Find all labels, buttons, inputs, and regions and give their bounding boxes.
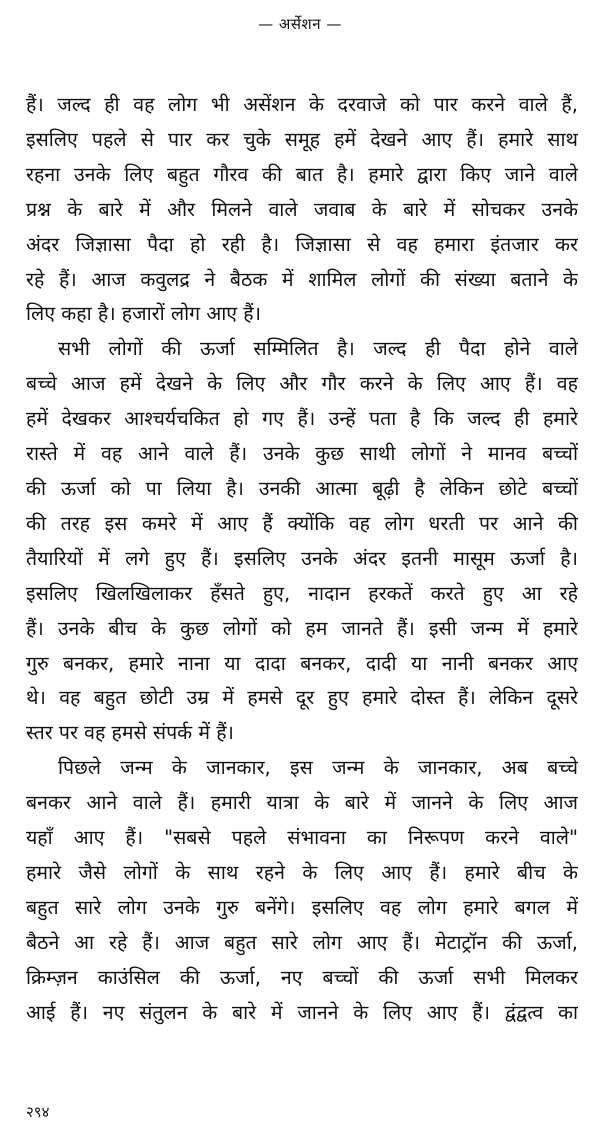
- text-line: प्रश्न के बारे में और मिलने वाले जवाब के बारे में सोचकर उनके: [26, 197, 578, 221]
- text-line: रहना उनके लिए बहुत गौरव की बात है। हमारे द्वारा किए जाने वाले: [26, 162, 578, 186]
- text-line: बैठने आ रहे हैं। आज बहुत सारे लोग आए हैं। मेटाट्रॉन की ऊर्जा,: [26, 930, 578, 954]
- text-line: गुरु बनकर, हमारे नाना या दादा बनकर, दादी या नानी बनकर आए: [26, 651, 578, 675]
- text-line: अंदर जिज्ञासा पैदा हो रही है। जिज्ञासा से वह हमारा इंतजार कर: [26, 232, 578, 256]
- text-line: हैं। जल्द ही वह लोग भी असेंशन के दरवाजे को पार करने वाले हैं,: [26, 93, 578, 116]
- paragraph-1: [26, 88, 578, 332]
- text-line: सभी लोगों की ऊर्जा सम्मिलित है। जल्द ही पैदा होने वाले: [58, 337, 578, 361]
- text-line: बनकर आने वाले हैं। हमारी यात्रा के बारे में जानने के लिए आज: [26, 791, 578, 815]
- text-line: हमें देखकर आश्चर्यचकित हो गए हैं। उन्हें पता है कि जल्द ही हमारे: [26, 407, 578, 431]
- body-text: [26, 88, 578, 1030]
- text-line: रास्ते में वह आने वाले हैं। उनके कुछ साथी लोगों ने मानव बच्चों: [26, 442, 578, 466]
- text-line: स्तर पर वह हमसे संपर्क में हैं।: [26, 721, 234, 745]
- text-line: की तरह इस कमरे में आए हैं क्योंकि वह लोग धरती पर आने की: [26, 511, 578, 535]
- text-line: लिए कहा है। हजारों लोग आए हैं।: [26, 302, 261, 326]
- text-line: यहाँ आए हैं। "सबसे पहले संभावना का निरूपण करने वाले": [26, 826, 578, 850]
- text-line: रहे हैं। आज कवुलद्र ने बैठक में शामिल लोगों की संख्या बताने के: [26, 267, 578, 291]
- text-line: क्रिम्ज़न काउंसिल की ऊर्जा, नए बच्चों की ऊर्जा सभी मिलकर: [26, 965, 578, 989]
- text-line: हैं। उनके बीच के कुछ लोगों को हम जानते हैं। इसी जन्म में हमारे: [26, 616, 578, 640]
- text-line: बहुत सारे लोग उनके गुरु बनेंगे। इसलिए वह लोग हमारे बगल में: [26, 895, 578, 919]
- text-line: इसलिए खिलखिलाकर हँसते हुए, नादान हरकतें करते हुए आ रहे: [26, 581, 578, 605]
- text-line: तैयारियों में लगे हुए हैं। इसलिए उनके अंदर इतनी मासूम ऊर्जा है।: [26, 546, 578, 570]
- text-line: थे। वह बहुत छोटी उम्र में हमसे दूर हुए हमारे दोस्त हैं। लेकिन दूसरे: [26, 686, 578, 710]
- running-header: — अर्सेशन —: [258, 15, 342, 33]
- text-line: आई हैं। नए संतुलन के बारे में जानने के लिए आए हैं। द्वंद्वत्व का: [26, 1000, 578, 1024]
- paragraph-3: [26, 751, 578, 1030]
- page-number: २९४: [26, 1103, 50, 1121]
- text-line: हमारे जैसे लोगों के साथ रहने के लिए आए हैं। हमारे बीच के: [26, 860, 578, 884]
- text-line: की ऊर्जा को पा लिया है। उनकी आत्मा बूढ़ी है लेकिन छोटे बच्चों: [26, 476, 578, 500]
- text-line: पिछले जन्म के जानकार, इस जन्म के जानकार, अब बच्चे: [58, 756, 578, 780]
- paragraph-2: [26, 332, 578, 751]
- text-line: इसलिए पहले से पार कर चुके समूह हमें देखने आए हैं। हमारे साथ: [26, 127, 578, 151]
- text-line: बच्चे आज हमें देखने के लिए और गौर करने के लिए आए हैं। वह: [26, 372, 578, 396]
